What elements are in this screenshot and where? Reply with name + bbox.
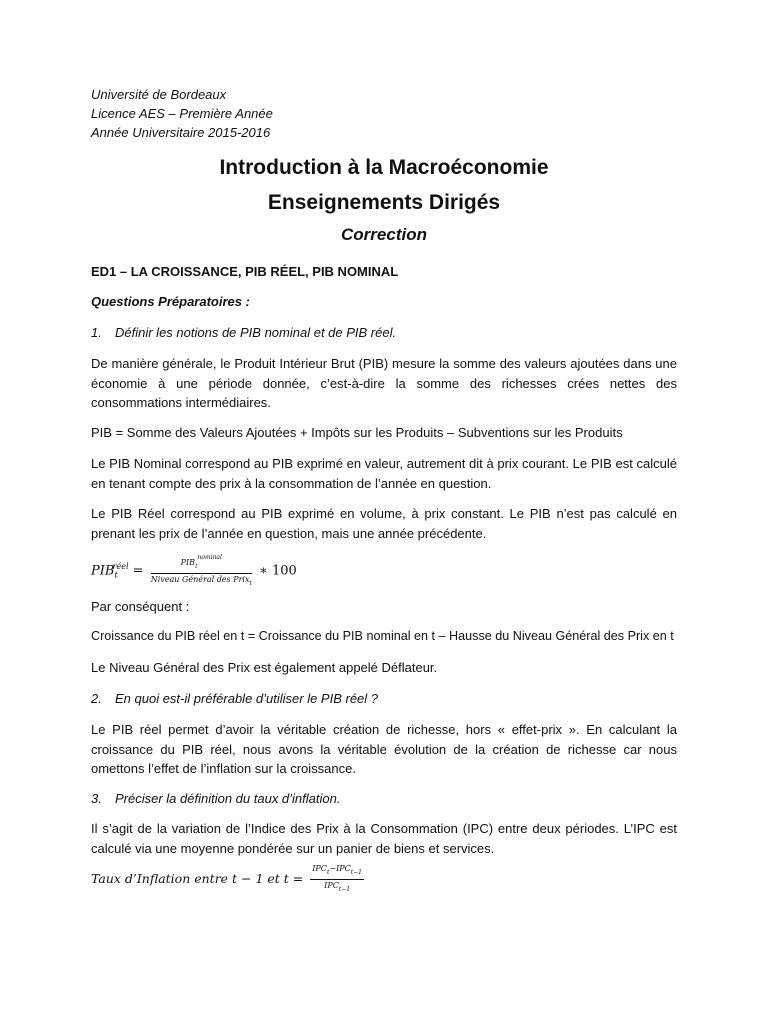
formula-num-sub: t [195, 563, 198, 570]
formula-den-sub: t [249, 580, 252, 587]
formula-fraction [310, 864, 364, 895]
formula-numerator [310, 864, 364, 880]
page-title: Introduction à la Macroéconomie [219, 156, 549, 179]
header-year: Année Universitaire 2015-2016 [91, 125, 271, 140]
formula-eq: = [132, 563, 144, 579]
formula-num: PIB [180, 558, 196, 567]
question-number: 3. [91, 791, 102, 806]
question-number: 2. [91, 691, 102, 706]
formula-denominator [310, 880, 364, 895]
paragraph: Le PIB Nominal correspond au PIB exprimé en valeur, autrement dit à prix courant. Le PIB est calculé en tenant compte des prix à la consommation de l’année en question. [91, 456, 677, 491]
formula-inflation [91, 864, 367, 895]
formula-num-a-sub: t [326, 869, 330, 876]
formula-num-minus: − [329, 864, 337, 873]
formula-fraction [151, 553, 252, 589]
formula-num-b-sub: t−1 [350, 869, 362, 876]
questions-label: Questions Préparatoires : [91, 294, 250, 309]
formula-lhs-sub: t [114, 570, 118, 580]
paragraph: De manière générale, le Produit Intérieur Brut (PIB) mesure la somme des valeurs ajoutées dans une économie à une période donnée, c’est-à-dire la somme des richesses crées nettes des consommations intermédiaires. [91, 356, 677, 410]
paragraph: PIB = Somme des Valeurs Ajoutées + Impôts sur les Produits – Subventions sur les Produits [91, 425, 623, 440]
paragraph: Le PIB réel permet d’avoir la véritable création de richesse, hors « effet-prix ». En calculant la croissance du PIB réel, nous avons la véritable évolution de la création de richesse car nous omettons l’effet de l’inflation sur la croissance. [91, 722, 677, 776]
header-licence: Licence AES – Première Année [91, 106, 273, 121]
paragraph: Le PIB Réel correspond au PIB exprimé en volume, à prix constant. Le PIB n’est pas calculé en prenant les prix de l’année en question, mais une année précédente. [91, 506, 677, 541]
paragraph: Le Niveau Général des Prix est également appelé Déflateur. [91, 660, 438, 675]
formula-den: IPC [324, 881, 339, 890]
question-text: En quoi est-il préférable d’utiliser le PIB réel ? [115, 691, 379, 706]
formula-pib-reel [91, 553, 297, 589]
paragraph: Par conséquent : [91, 599, 190, 614]
formula-tail: ∗ 100 [259, 563, 297, 579]
question-text: Préciser la définition du taux d’inflation. [115, 791, 341, 806]
formula-lhs: Taux d’Inflation entre t − 1 et t = [91, 871, 304, 886]
page-subtitle: Correction [341, 225, 427, 244]
formula-numerator [151, 553, 252, 574]
formula-den-sub: t−1 [338, 886, 351, 893]
header-university: Université de Bordeaux [91, 87, 227, 102]
question-1 [91, 323, 677, 343]
formula-lhs-sup: réel [112, 561, 129, 571]
formula-den: Niveau Général des Prix [150, 575, 250, 584]
paragraph: Croissance du PIB réel en t = Croissance du PIB nominal en t – Hausse du Niveau Général des Prix en t [91, 629, 674, 643]
formula-denominator [151, 574, 252, 589]
formula-num-sup: nominal [197, 554, 222, 561]
formula-num-b: IPC [336, 864, 351, 873]
question-number: 1. [91, 325, 102, 340]
formula-lhs: PIB [91, 563, 115, 579]
question-3 [91, 789, 677, 809]
formula-num-a: IPC [312, 864, 327, 873]
section-heading: ED1 – LA CROISSANCE, PIB RÉEL, PIB NOMINAL [91, 264, 399, 279]
paragraph: Il s’agit de la variation de l’Indice des Prix à la Consommation (IPC) entre deux périodes. L’IPC est calculé via une moyenne pondérée sur un panier de biens et services. [91, 821, 677, 856]
question-2 [91, 689, 677, 709]
question-text: Définir les notions de PIB nominal et de PIB réel. [115, 325, 397, 340]
page-title-line2: Enseignements Dirigés [267, 191, 501, 214]
